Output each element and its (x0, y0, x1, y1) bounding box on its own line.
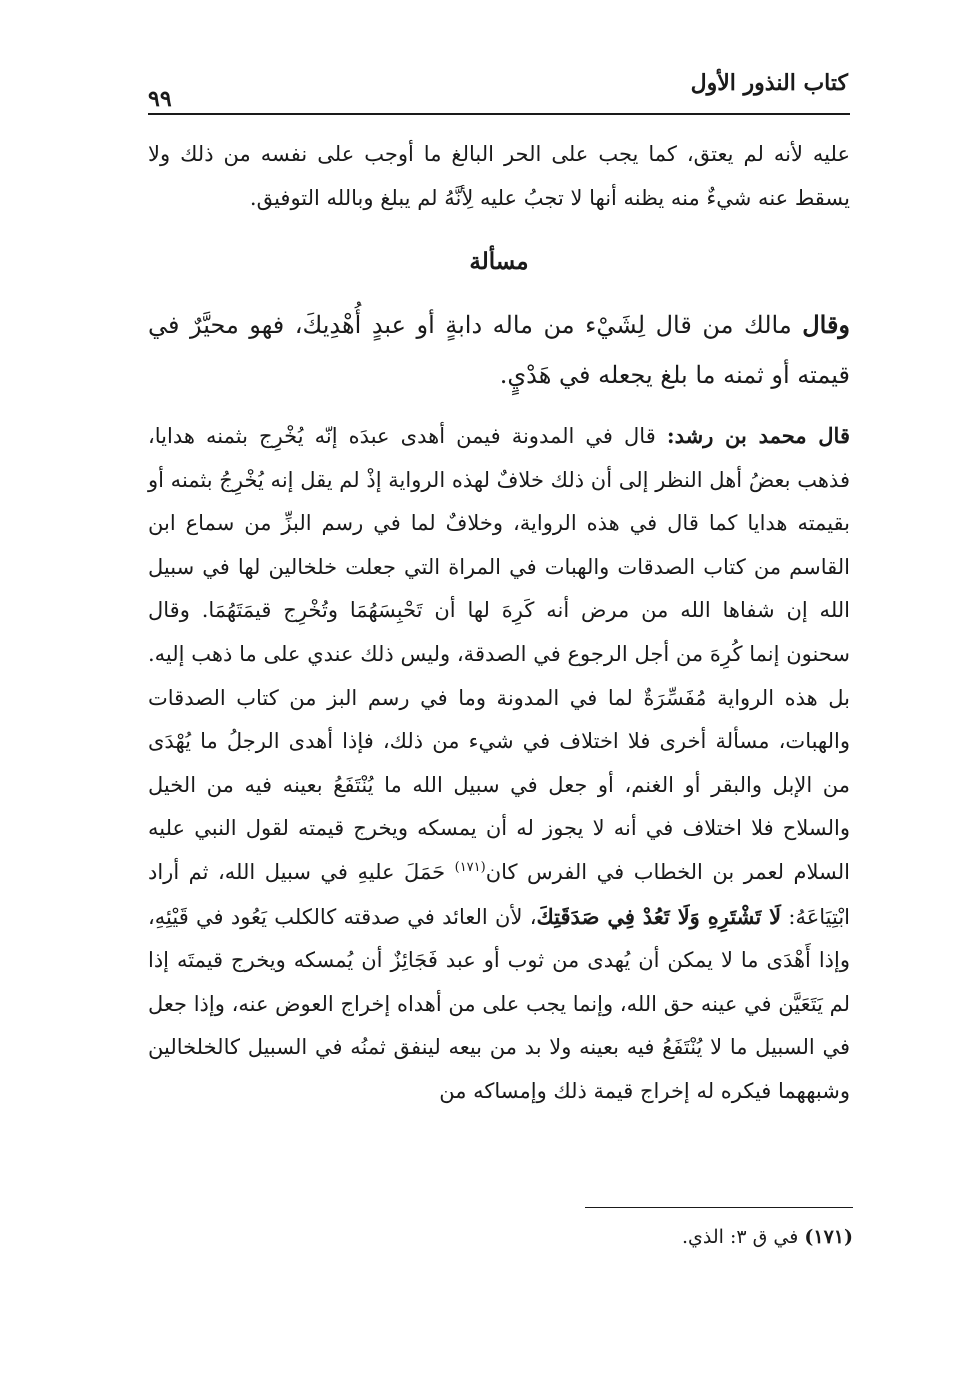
footnote (500, 1222, 853, 1252)
footnote-reference: (١٧١) (454, 859, 486, 875)
commentary-text-part1: قال في المدونة فيمن أهدى عبدَه إنّه يُخْرِج بثمنه هدايا، فذهب بعضُ أهل النظر إلى أن ذلك خلافٌ لهذه الرواية إذْ لم يقل إنه يُخْرِجُ بثمنه أو بقيمته هدايا كما قال في هذه الرواية، وخلافٌ لما في رسم البزِّ من سماع ابن القاسم من كتاب الصدقات والهبات في المراة التي جعلت خلخالين لها في سبيل الله إن شفاها الله من مرض أنه كَرِهَ لها أن تَحْبِسَهُمَا وتُخْرِج قيمَتَهُمَا. وقال سحنون إنما كُرِهَ من أجل الرجوع في الصدقة، وليس ذلك عندي على ما ذهب إليه. بل هذه الرواية مُفَسِّرَةٌ لما في المدونة وما في رسم البز من كتاب الصدقات والهبات، مسألة أخرى فلا اختلاف في شيء من ذلك، فإذا أهدى الرجلُ ما يُهْدَى من الإبل والبقر أو الغنم، أو جعل في سبيل الله ما يُنْتَفَعُ بعينه فيه من الخيل والسلاح فلا اختلاف في أنه لا يجوز له أن يمسكه ويخرج قيمته لقول النبي عليه السلام لعمر بن الخطاب في الفرس كان (148, 424, 850, 884)
page-number: ٩٩ (148, 86, 172, 112)
footnote-text: في ق ٣: الذي. (681, 1226, 805, 1248)
commentary-text-part3: ، لأن العائد في صدقته كالكلب يَعُود في قَيْئِهِ، وإذا أَهْدَى ما لا يمكن أن يُهدى من ثوب أو عبد فَجَائِزٌ أن يُمسكه ويخرج قيمتَه إذا لم يَتَعَيَّن في عينه حق الله، وإنما يجب على من أهداه إخراج العوض عنه، وإذا جعل في السبيل ما لا يُنْتَفَعُ فيه بعينه ولا بد من بيعه لينفق ثمنُه في السبيل كالخلخالين وشبههما فيكره له إخراج قيمة ذلك وإمساكه من (148, 904, 850, 1103)
body-text (148, 132, 850, 1114)
commentary-text-part2: حَمَلَ عليهِ في سبيل الله، ثم أراد ابْتِيَاعَهُ: (148, 859, 851, 929)
paragraph-question-text: مالك من قال لِشَيْء من ماله دابةٍ أو عبدٍ أُهْدِيكَ، فهو محيَّرٌ في قيمته أو ثمنه ما بلغ يجعله في هَدْيٍ. (148, 311, 850, 389)
paragraph-continuation: عليه لأنه لم يعتق، كما يجب على الحر البالغ ما أوجب على نفسه من ذلك ولا يسقط عنه شيءٌ منه يظنه أنها لا تجبُ عليه لِأنَّهُ لم يبلغ وبالله التوفيق. (148, 142, 850, 210)
paragraph-question (148, 300, 850, 400)
footnote-number: (١٧١) (804, 1226, 853, 1248)
running-header-title: كتاب النذور الأول (690, 70, 848, 96)
hadith-quote: لَا تَشْتَرِهِ وَلَا تَعُدْ فِي صَدَقَتِكَ (536, 903, 782, 929)
commentary-lead: قال محمد بن رشد: (666, 423, 850, 448)
running-header (148, 70, 848, 110)
paragraph-lead-word: وقال (802, 310, 850, 339)
header-divider (148, 113, 850, 115)
section-heading: مسألة (469, 248, 529, 275)
footnote-divider (585, 1207, 853, 1208)
paragraph-commentary (148, 414, 850, 1114)
